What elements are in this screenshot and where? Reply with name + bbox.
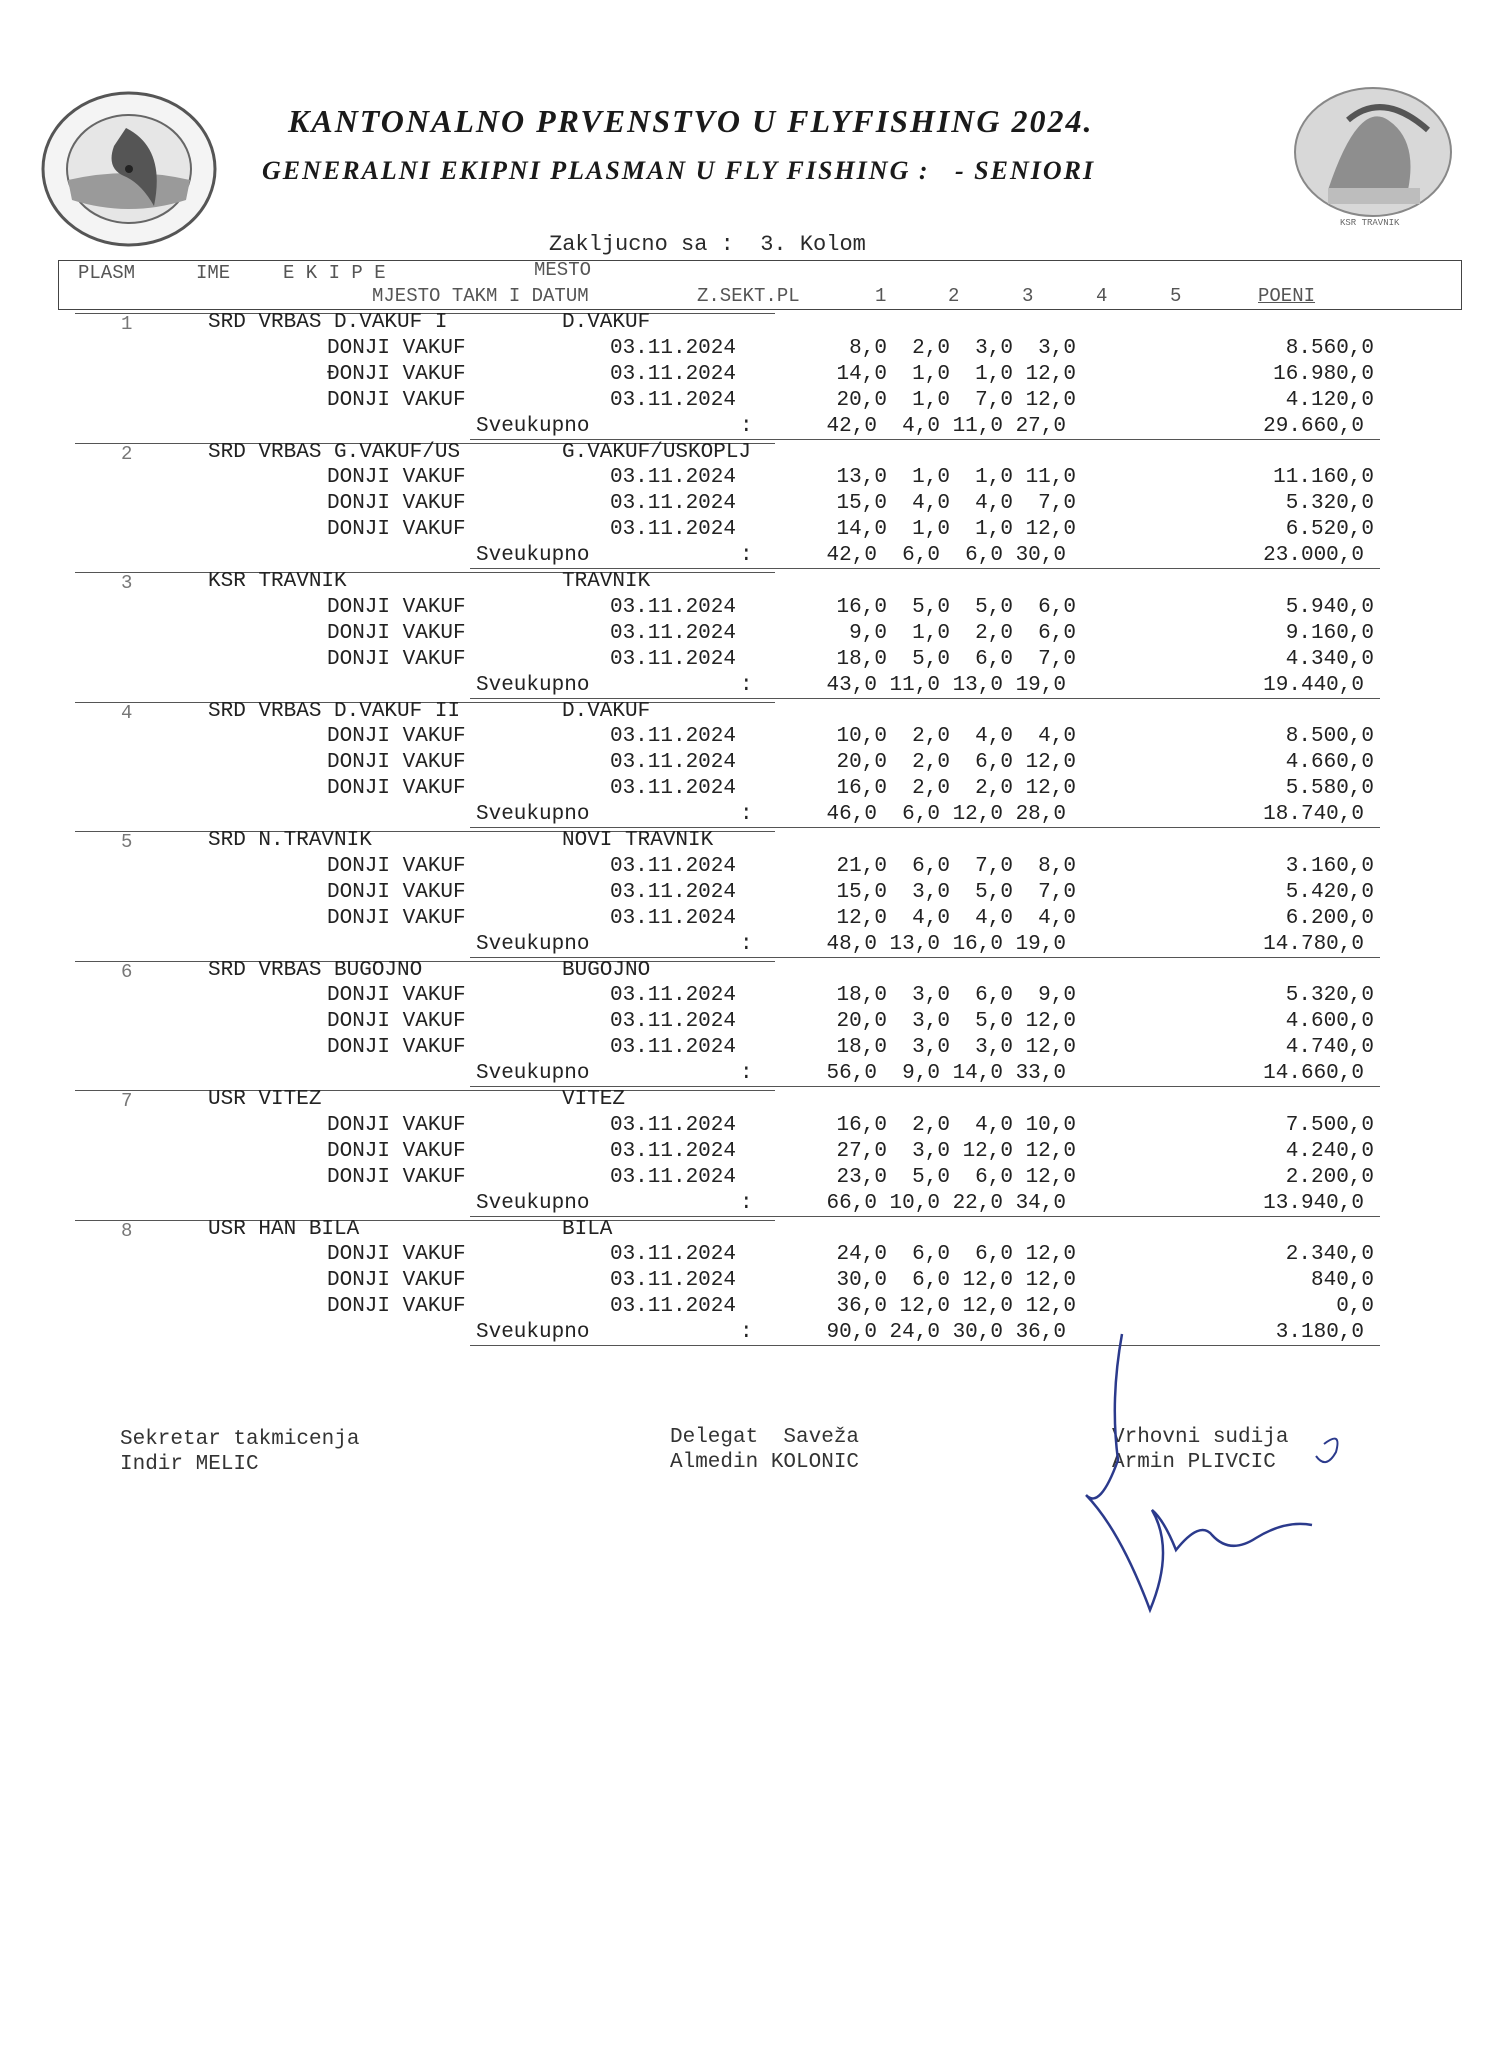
total-poeni: 14.780,0	[1263, 932, 1364, 956]
result-poeni: 840,0	[1310, 1269, 1374, 1293]
team-place: BUGOJNO	[562, 958, 651, 982]
total-underline	[470, 827, 1380, 828]
result-date: 03.11.2024	[609, 388, 736, 412]
result-values: 18,0 3,0 3,0 12,0	[836, 1036, 1076, 1060]
team-place: TRAVNIK	[562, 570, 651, 593]
header-col-1: 1	[875, 285, 887, 307]
result-date: 03.11.2024	[609, 751, 736, 775]
result-location: DONJI VAKUF	[327, 1295, 466, 1319]
result-location: DONJI VAKUF	[327, 725, 466, 749]
result-values: 16,0 2,0 2,0 12,0	[836, 777, 1076, 801]
result-values: 18,0 3,0 6,0 9,0	[836, 984, 1076, 1008]
result-poeni: 5.580,0	[1285, 777, 1374, 801]
result-date: 03.11.2024	[609, 984, 736, 1008]
total-colon: :	[740, 1062, 753, 1086]
result-poeni: 3.160,0	[1285, 854, 1374, 878]
total-colon: :	[740, 673, 753, 697]
header-col-5: 5	[1170, 285, 1182, 307]
result-location: DONJI VAKUF	[327, 777, 466, 801]
result-location: DONJI VAKUF	[327, 388, 466, 412]
result-poeni: 4.600,0	[1285, 1010, 1374, 1034]
result-date: 03.11.2024	[609, 854, 736, 878]
page-subtitle: GENERALNI EKIPNI PLASMAN U FLY FISHING : - SENIORI	[262, 156, 1096, 185]
team-separator	[75, 1220, 775, 1221]
result-poeni: 9.160,0	[1285, 621, 1374, 645]
total-label: Sveukupno	[476, 1191, 590, 1215]
result-date: 03.11.2024	[609, 595, 736, 619]
team-place: G.VAKUF/USKOPLJ	[562, 440, 752, 464]
total-colon: :	[740, 1321, 753, 1345]
result-values: 12,0 4,0 4,0 4,0	[836, 906, 1076, 930]
total-colon: :	[740, 803, 753, 827]
result-location: DONJI VAKUF	[327, 1243, 466, 1267]
total-values: 42,0 4,0 11,0 27,0	[826, 414, 1066, 438]
result-poeni: 2.340,0	[1285, 1243, 1374, 1267]
result-date: 03.11.2024	[609, 1165, 736, 1189]
total-poeni: 14.660,0	[1263, 1062, 1364, 1086]
club-logo	[1288, 80, 1458, 236]
delegate-name: Almedin KOLONIC	[670, 1451, 860, 1474]
result-poeni: 16.980,0	[1273, 362, 1374, 386]
round-info: Zakljucno sa : 3. Kolom	[549, 232, 866, 257]
result-poeni: 4.660,0	[1285, 751, 1374, 775]
secretary-name: Indir MELIC	[120, 1453, 259, 1476]
result-date: 03.11.2024	[609, 906, 736, 930]
total-label: Sveukupno	[476, 1321, 590, 1345]
result-date: 03.11.2024	[609, 492, 736, 516]
result-date: 03.11.2024	[609, 621, 736, 645]
team-name: USR VITEZ	[208, 1088, 322, 1111]
team-place: BILA	[562, 1217, 613, 1241]
result-values: 16,0 5,0 5,0 6,0	[836, 595, 1076, 619]
result-date: 03.11.2024	[609, 518, 736, 542]
total-underline	[470, 568, 1380, 569]
result-location: DONJI VAKUF	[327, 1036, 466, 1060]
judge-name: Armin PLIVCIC	[1112, 1451, 1276, 1474]
header-plasm: PLASM	[78, 262, 136, 284]
judge-role: Vrhovni sudija	[1112, 1426, 1289, 1449]
team-rank: 7	[121, 1090, 133, 1112]
result-date: 03.11.2024	[609, 777, 736, 801]
team-name: SRD N.TRAVNIK	[208, 829, 372, 852]
header-ekipe: E K I P E	[283, 262, 386, 284]
total-label: Sveukupno	[476, 803, 590, 827]
total-colon: :	[740, 1191, 753, 1215]
total-values: 56,0 9,0 14,0 33,0	[826, 1062, 1066, 1086]
header-col-3: 3	[1022, 285, 1034, 307]
result-date: 03.11.2024	[609, 1243, 736, 1267]
team-name: SRD VRBAS D.VAKUF II	[208, 699, 461, 723]
total-underline	[470, 439, 1380, 440]
result-values: 27,0 3,0 12,0 12,0	[836, 1139, 1076, 1163]
result-poeni: 4.240,0	[1285, 1139, 1374, 1163]
team-place: D.VAKUF	[562, 699, 651, 723]
total-underline	[470, 1216, 1380, 1217]
result-location: DONJI VAKUF	[327, 1269, 466, 1293]
result-location: DONJI VAKUF	[327, 621, 466, 645]
result-poeni: 4.120,0	[1285, 388, 1374, 412]
result-values: 15,0 3,0 5,0 7,0	[836, 880, 1076, 904]
result-poeni: 2.200,0	[1285, 1165, 1374, 1189]
total-values: 46,0 6,0 12,0 28,0	[826, 803, 1066, 827]
team-name: SRD VRBAS D.VAKUF I	[208, 311, 448, 334]
total-label: Sveukupno	[476, 414, 590, 438]
result-poeni: 6.520,0	[1285, 518, 1374, 542]
result-location: DONJI VAKUF	[327, 880, 466, 904]
page-title: KANTONALNO PRVENSTVO U FLYFISHING 2024.	[288, 103, 1094, 139]
total-label: Sveukupno	[476, 932, 590, 956]
total-underline	[470, 698, 1380, 699]
judge-signature	[1080, 1320, 1340, 1630]
secretary-role: Sekretar takmicenja	[120, 1428, 360, 1451]
total-poeni: 29.660,0	[1263, 414, 1364, 438]
result-values: 15,0 4,0 4,0 7,0	[836, 492, 1076, 516]
result-poeni: 11.160,0	[1273, 466, 1374, 490]
result-location: DONJI VAKUF	[327, 751, 466, 775]
team-rank: 6	[121, 960, 133, 983]
total-underline	[470, 1086, 1380, 1087]
result-poeni: 5.940,0	[1285, 595, 1374, 619]
result-location: DONJI VAKUF	[327, 1113, 466, 1137]
result-poeni: 6.200,0	[1285, 906, 1374, 930]
federation-logo	[36, 88, 222, 250]
header-col-4: 4	[1096, 285, 1108, 307]
result-poeni: 4.740,0	[1285, 1036, 1374, 1060]
total-poeni: 3.180,0	[1275, 1321, 1364, 1345]
result-values: 20,0 2,0 6,0 12,0	[836, 751, 1076, 775]
total-label: Sveukupno	[476, 1062, 590, 1086]
total-colon: :	[740, 414, 753, 438]
result-date: 03.11.2024	[609, 336, 736, 360]
result-date: 03.11.2024	[609, 880, 736, 904]
result-values: 14,0 1,0 1,0 12,0	[836, 362, 1076, 386]
team-place: VITEZ	[562, 1088, 626, 1111]
total-values: 48,0 13,0 16,0 19,0	[826, 932, 1066, 956]
team-separator	[75, 961, 775, 962]
result-values: 20,0 3,0 5,0 12,0	[836, 1010, 1076, 1034]
right-logo-text: KSR TRAVNIK	[1340, 218, 1400, 228]
result-poeni: 5.320,0	[1285, 492, 1374, 516]
result-location: DONJI VAKUF	[327, 518, 466, 542]
header-poeni: POENI	[1258, 285, 1316, 307]
result-values: 20,0 1,0 7,0 12,0	[836, 388, 1076, 412]
result-values: 18,0 5,0 6,0 7,0	[836, 647, 1076, 671]
team-rank: 8	[121, 1219, 133, 1242]
result-location: DONJI VAKUF	[327, 906, 466, 930]
result-poeni: 8.500,0	[1285, 725, 1374, 749]
header-col-2: 2	[948, 285, 960, 307]
team-rank: 2	[121, 442, 133, 465]
total-values: 42,0 6,0 6,0 30,0	[826, 544, 1066, 568]
result-location: DONJI VAKUF	[327, 492, 466, 516]
team-rank: 4	[121, 701, 133, 724]
result-date: 03.11.2024	[609, 1269, 736, 1293]
result-values: 21,0 6,0 7,0 8,0	[836, 854, 1076, 878]
result-location: DONJI VAKUF	[327, 647, 466, 671]
result-values: 9,0 1,0 2,0 6,0	[849, 621, 1076, 645]
team-name: KSR TRAVNIK	[208, 570, 347, 593]
total-values: 90,0 24,0 30,0 36,0	[826, 1321, 1066, 1345]
result-values: 24,0 6,0 6,0 12,0	[836, 1243, 1076, 1267]
result-values: 36,0 12,0 12,0 12,0	[836, 1295, 1076, 1319]
team-name: USR HAN BILA	[208, 1217, 360, 1241]
result-location: DONJI VAKUF	[327, 1010, 466, 1034]
result-values: 16,0 2,0 4,0 10,0	[836, 1113, 1076, 1137]
result-values: 13,0 1,0 1,0 11,0	[836, 466, 1076, 490]
total-poeni: 18.740,0	[1263, 803, 1364, 827]
total-label: Sveukupno	[476, 544, 590, 568]
result-poeni: 5.420,0	[1285, 880, 1374, 904]
result-location: DONJI VAKUF	[327, 336, 466, 360]
team-rank: 5	[121, 831, 133, 853]
result-date: 03.11.2024	[609, 725, 736, 749]
total-values: 66,0 10,0 22,0 34,0	[826, 1191, 1066, 1215]
result-values: 10,0 2,0 4,0 4,0	[836, 725, 1076, 749]
total-poeni: 19.440,0	[1263, 673, 1364, 697]
result-location: DONJI VAKUF	[327, 854, 466, 878]
result-values: 23,0 5,0 6,0 12,0	[836, 1165, 1076, 1189]
result-values: 30,0 6,0 12,0 12,0	[836, 1269, 1076, 1293]
result-location: DONJI VAKUF	[327, 984, 466, 1008]
result-date: 03.11.2024	[609, 1113, 736, 1137]
total-poeni: 13.940,0	[1263, 1191, 1364, 1215]
result-poeni: 0,0	[1336, 1295, 1374, 1319]
result-location: ĐONJI VAKUF	[327, 362, 466, 386]
result-values: 14,0 1,0 1,0 12,0	[836, 518, 1076, 542]
result-location: DONJI VAKUF	[327, 1139, 466, 1163]
result-values: 8,0 2,0 3,0 3,0	[849, 336, 1076, 360]
result-date: 03.11.2024	[609, 1295, 736, 1319]
total-label: Sveukupno	[476, 673, 590, 697]
result-poeni: 7.500,0	[1285, 1113, 1374, 1137]
result-date: 03.11.2024	[609, 647, 736, 671]
result-location: DONJI VAKUF	[327, 466, 466, 490]
team-name: SRD VRBAS BUGOJNO	[208, 958, 423, 982]
result-date: 03.11.2024	[609, 1010, 736, 1034]
result-poeni: 5.320,0	[1285, 984, 1374, 1008]
result-date: 03.11.2024	[609, 1139, 736, 1163]
result-date: 03.11.2024	[609, 466, 736, 490]
total-underline	[470, 957, 1380, 958]
header-z-sekt: Z.SEKT.PL	[697, 285, 800, 307]
team-rank: 1	[121, 313, 133, 335]
header-ime: IME	[196, 262, 231, 284]
total-values: 43,0 11,0 13,0 19,0	[826, 673, 1066, 697]
team-place: NOVI TRAVNIK	[562, 829, 714, 852]
total-colon: :	[740, 544, 753, 568]
result-poeni: 8.560,0	[1285, 336, 1374, 360]
result-location: DONJI VAKUF	[327, 1165, 466, 1189]
header-mesto: MESTO	[534, 259, 592, 281]
result-date: 03.11.2024	[609, 1036, 736, 1060]
total-colon: :	[740, 932, 753, 956]
team-place: D.VAKUF	[562, 311, 651, 334]
team-separator	[75, 1090, 775, 1091]
result-poeni: 4.340,0	[1285, 647, 1374, 671]
team-name: SRD VRBAS G.VAKUF/US	[208, 440, 461, 464]
result-location: DONJI VAKUF	[327, 595, 466, 619]
delegate-role: Delegat Saveža	[670, 1426, 860, 1449]
team-rank: 3	[121, 572, 133, 594]
team-separator	[75, 572, 775, 573]
header-mjesto-takm: MJESTO TAKM I DATUM	[372, 285, 589, 307]
result-date: 03.11.2024	[609, 362, 736, 386]
total-poeni: 23.000,0	[1263, 544, 1364, 568]
